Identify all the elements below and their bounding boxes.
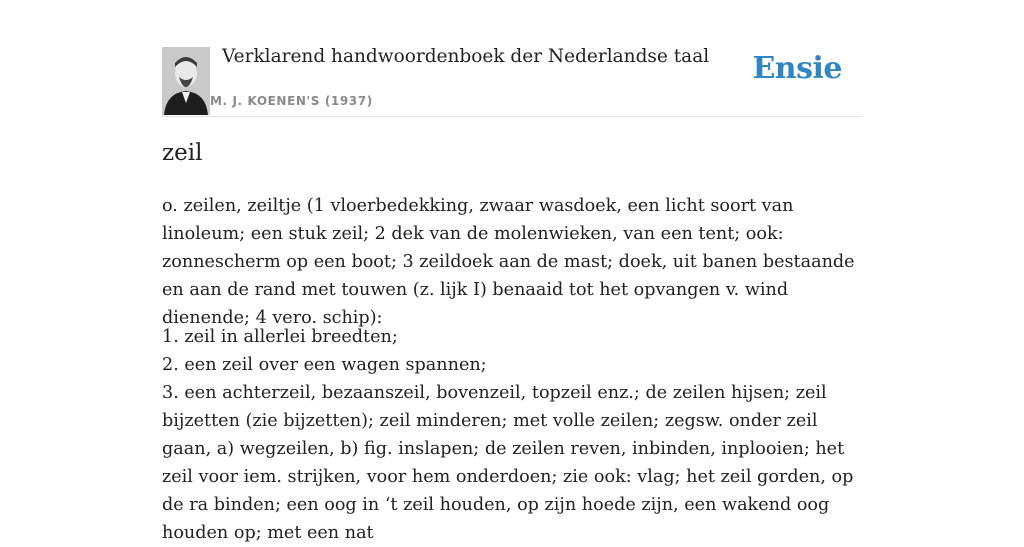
page	[162, 0, 862, 543]
senses-list	[162, 323, 862, 547]
brand-logo[interactable]: Ensie	[752, 51, 842, 86]
header	[162, 0, 862, 117]
author-portrait-icon	[162, 47, 210, 115]
definition-text: o. zeilen, zeiltje (1 vloerbedekking, zwaar wasdoek, een licht soort van linoleum; een stuk zeil; 2 dek van de molenwieken, van een tent; ook: zonnescherm op een boot; 3 zeildoek aan de mast; doek, uit banen bestaande en aan de rand met touwen (z. lijk I) benaaid tot het opvangen v. wind dienende; 4 vero. schip):	[162, 196, 855, 328]
headword: zeil	[162, 140, 203, 166]
sense-item: 3. een achterzeil, bezaanszeil, bovenzeil, topzeil enz.; de zeilen hijsen; zeil bijzetten (zie bijzetten); zeil minderen; met volle zeilen; zegsw. onder zeil gaan, a) wegzeilen, b) fig. inslapen; de zeilen reven, inbinden, inplooien; het zeil voor iem. strijken, voor hem onderdoen; zie ook: vlag; het zeil gorden, op de ra binden; een oog in ‘t zeil houden, op zijn hoede zijn, een wakend oog houden op; met een nat	[162, 383, 854, 543]
sense-item: 1. zeil in allerlei breedten;	[162, 327, 398, 347]
author-label: M. J. KOENEN'S (1937)	[210, 94, 373, 108]
sense-item: 2. een zeil over een wagen spannen;	[162, 355, 487, 375]
book-title[interactable]: Verklarend handwoordenboek der Nederlandse taal	[222, 46, 710, 67]
